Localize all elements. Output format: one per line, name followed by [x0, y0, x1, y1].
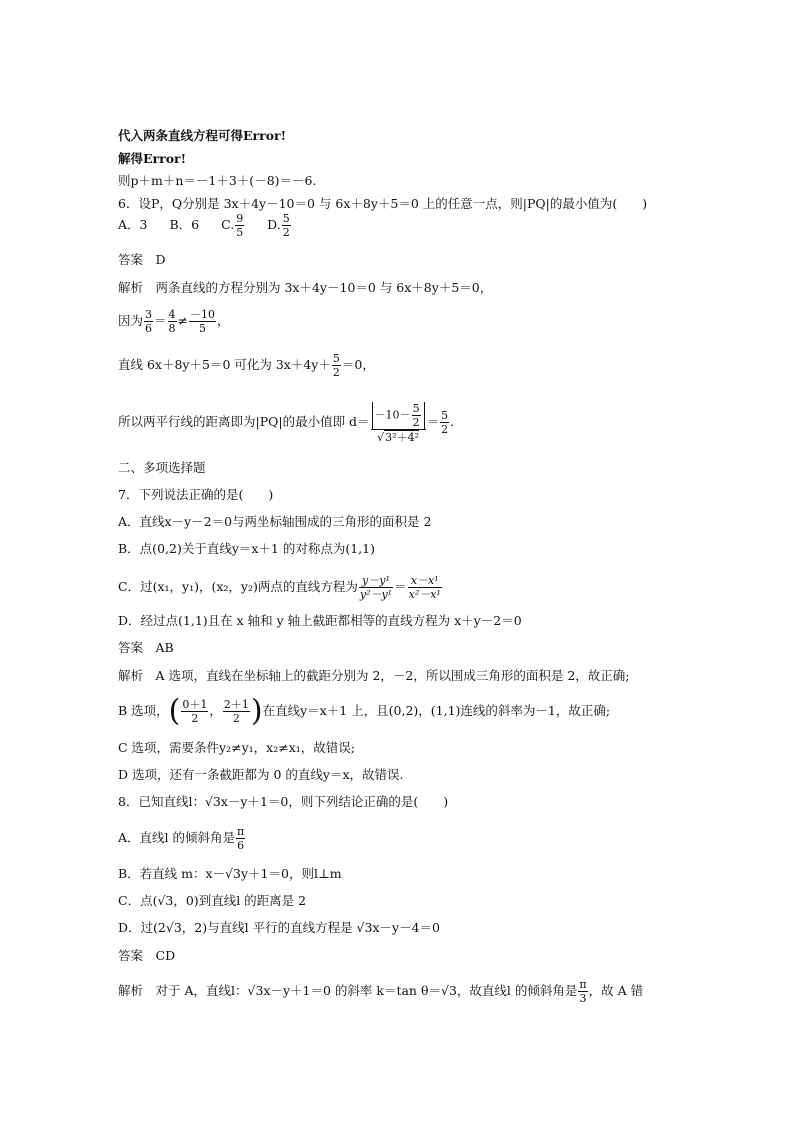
option-a: A．3 — [118, 217, 148, 232]
question-6-options — [118, 210, 292, 240]
fraction: $\frac{\text{y－y¹}}{\text{y²－y¹}}$ — [359, 574, 393, 601]
option-d: D．经过点(1,1)且在 x 轴和 y 轴上截距都相等的直线方程为 x＋y－2＝0 — [118, 613, 522, 628]
fraction: $\frac{\pi}{3}$ — [579, 978, 587, 1005]
option-b: B．若直线 m：x－√3y＋1＝0，则l⊥m — [118, 866, 342, 881]
question-8: 8．已知直线l：√3x－y＋1＝0，则下列结论正确的是( ) — [118, 794, 449, 809]
answer-7: 答案 AB — [118, 640, 174, 655]
option-a: A．直线l 的倾斜角是 $\frac{\pi}{6}$ — [118, 825, 245, 852]
distance-fraction: －10－ $\frac{5}{2}$ √3²＋4² — [371, 402, 426, 444]
solution-line: 解析 A 选项，直线在坐标轴上的截距分别为 2，－2，所以围成三角形的面积是 2，故正确; — [118, 668, 630, 683]
option-d: D. — [267, 217, 281, 232]
solution-line: 所以两平行线的距离即为|PQ|的最小值即 d＝ －10－ $\frac{5}{2}$ √3²＋4² ＝ $\frac{5}{2}$ . — [118, 401, 455, 444]
option-a: A．直线x－y－2＝0与两坐标轴围成的三角形的面积是 2 — [118, 514, 432, 529]
fraction: $\frac{5}{2}$ — [282, 212, 290, 239]
fraction: $\frac{4}{8}$ — [168, 308, 176, 335]
fraction: $\frac{\text{x－x¹}}{\text{x²－x¹}}$ — [408, 574, 441, 601]
fraction: $\frac{3}{6}$ — [145, 308, 153, 335]
solution-line: 因为 $\frac{3}{6}$ ＝ $\frac{4}{8}$ ≠ $\frac{-10}{5}$ ， — [118, 308, 230, 335]
solution-line: B 选项，( $\frac{0+1}{2}$ ， $\frac{2+1}{2}$ )在直线y＝x＋1 上，且(0,2)，(1,1)连线的斜率为－1，故正确; — [118, 693, 611, 729]
section-heading: 二、多项选择题 — [118, 460, 206, 475]
fraction: $\frac{9}{5}$ — [236, 212, 244, 239]
option-b: B．点(0,2)关于直线y＝x＋1 的对称点为(1,1) — [118, 541, 375, 556]
fraction: $\frac{0+1}{2}$ — [182, 698, 208, 725]
option-b: B．6 — [169, 217, 200, 232]
answer-8: 答案 CD — [118, 948, 176, 963]
option-c: C. — [221, 217, 235, 232]
text-line: 则p＋m＋n＝－1＋3＋(－8)＝－6. — [118, 173, 317, 188]
fraction: $\frac{\pi}{6}$ — [237, 825, 245, 852]
solution-line: C 选项，需要条件y₂≠y₁，x₂≠x₁，故错误; — [118, 740, 355, 755]
option-c: C．过(x₁，y₁)，(x₂，y₂)两点的直线方程为 $\frac{\text{y－y¹}}{\text{y²－y¹}}$ ＝ $\frac{\text{x－x¹}}{\text{x²－x¹}}$ — [118, 574, 441, 601]
fraction: $\frac{5}{2}$ — [441, 409, 449, 436]
question-6: 6．设P，Q分别是 3x＋4y－10＝0 与 6x＋8y＋5＝0 上的任意一点，则|PQ|的最小值为( ) — [118, 196, 648, 211]
solution-line: 解析 对于 A，直线l：√3x－y＋1＝0 的斜率 k＝tan θ＝√3，故直线l 的倾斜角是 $\frac{\pi}{3}$ ，故 A 错 — [118, 978, 644, 1005]
option-d: D．过(2√3，2)与直线l 平行的直线方程是 √3x－y－4＝0 — [118, 920, 440, 935]
fraction: $\frac{5}{2}$ — [332, 352, 340, 379]
solution-line: D 选项，还有一条截距都为 0 的直线y＝x，故错误. — [118, 767, 404, 782]
solution-line: 直线 6x＋8y＋5＝0 可化为 3x＋4y＋ $\frac{5}{2}$ ＝0， — [118, 352, 375, 379]
fraction: $\frac{2+1}{2}$ — [223, 698, 249, 725]
text-line: 代入两条直线方程可得Error! — [118, 128, 287, 143]
solution-line: 解析 两条直线的方程分别为 3x＋4y－10＝0 与 6x＋8y＋5＝0， — [118, 280, 493, 295]
fraction: $\frac{-10}{5}$ — [190, 308, 216, 335]
answer-6: 答案 D — [118, 252, 166, 267]
option-c: C．点(√3，0)到直线l 的距离是 2 — [118, 893, 307, 908]
question-7: 7．下列说法正确的是( ) — [118, 487, 274, 502]
text-line: 解得Error! — [118, 151, 187, 166]
